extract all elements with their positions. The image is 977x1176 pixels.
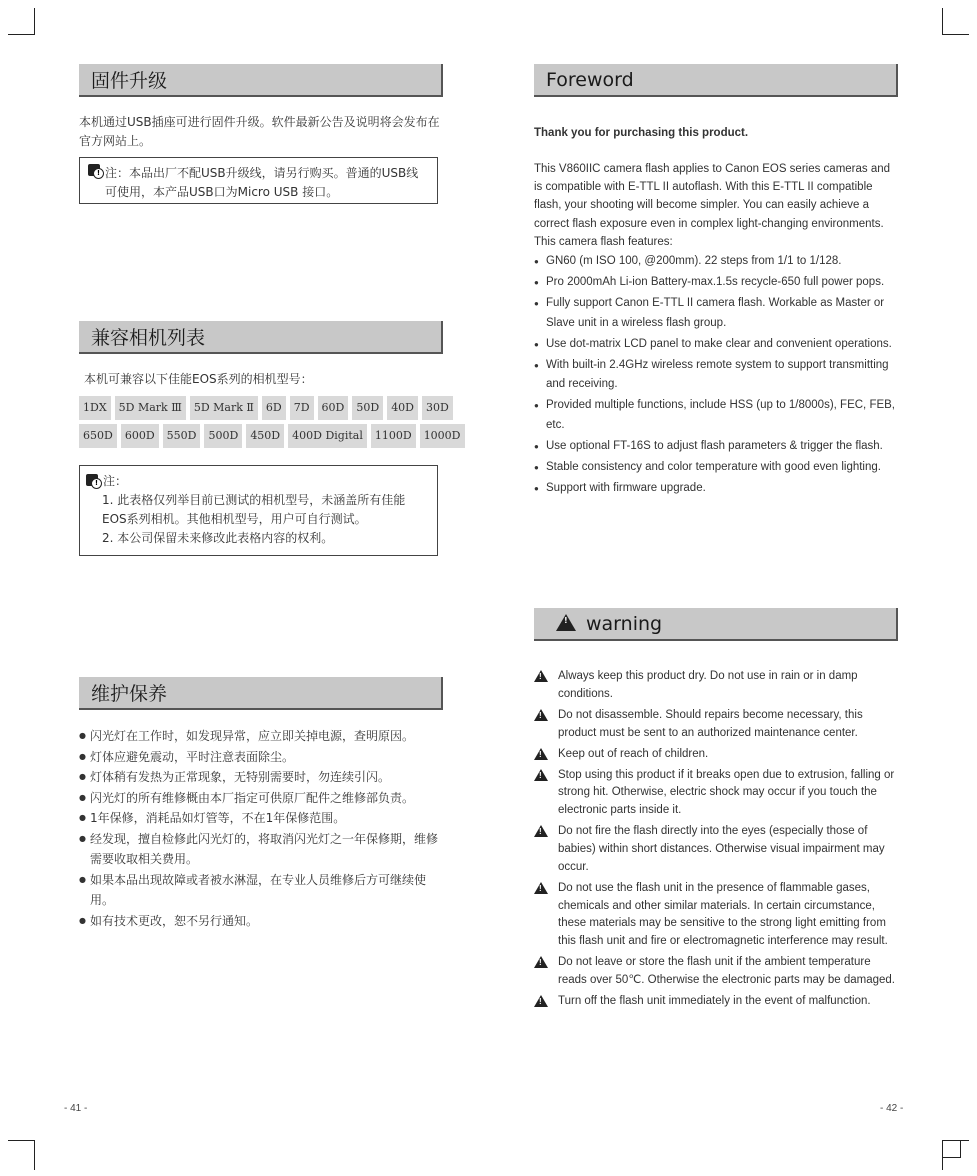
camera-model-cell: 7D <box>290 396 314 420</box>
maintenance-item <box>79 726 445 747</box>
warning-item <box>534 880 900 951</box>
foreword-intro: This V860IIC camera flash applies to Canon EOS series cameras and is compatible with E-TTL II autoflash. With this E-TTL II compatible flash, your shooting will become simpler. You can easily achieve a correct flash exposure even in complex light-changing environments. This camera flash features: <box>534 163 891 248</box>
maintenance-item-text: 灯体稍有发热为正常现象，无特别需要时，勿连续引闪。 <box>90 770 391 784</box>
maintenance-item <box>79 747 445 768</box>
compat-section-title: 兼容相机列表 <box>79 321 443 354</box>
camera-model-cell: 60D <box>318 396 349 420</box>
maintenance-item-text: 1年保修，消耗品如灯管等，不在1年保修范围。 <box>90 811 346 825</box>
warning-item-text: Keep out of reach of children. <box>558 747 709 760</box>
maintenance-item <box>79 808 445 829</box>
compat-note-label: 注： <box>103 474 128 488</box>
crop-mark <box>34 1140 35 1170</box>
maintenance-item <box>79 788 445 809</box>
firmware-body: 本机通过USB插座可进行固件升级。软件最新公告及说明将会发布在官方网站上。 <box>79 115 440 148</box>
feature-item-text: Fully support Canon E-TTL II camera flash. Workable as Master or Slave unit in a wireless flash group. <box>546 297 885 329</box>
maintenance-item <box>79 829 445 870</box>
warning-item <box>534 823 900 876</box>
crop-mark <box>942 1140 943 1170</box>
camera-model-cell: 1000D <box>420 424 465 448</box>
crop-mark <box>942 8 943 34</box>
feature-item <box>534 396 902 435</box>
compat-note <box>79 465 438 556</box>
feature-item-text: Pro 2000mAh Li-ion Battery-max.1.5s recycle-650 full power pops. <box>546 276 885 288</box>
crop-mark <box>960 1140 961 1158</box>
crop-mark <box>8 1140 35 1141</box>
camera-model-cell: 450D <box>246 424 284 448</box>
note-icon <box>88 164 100 176</box>
warning-icon <box>534 748 548 760</box>
warning-icon <box>534 825 548 837</box>
feature-item-text: Provided multiple functions, include HSS (up to 1/8000s), FEC, FEB, etc. <box>546 399 895 431</box>
maintenance-item <box>79 767 445 788</box>
warning-item <box>534 993 900 1011</box>
camera-model-cell: 400D Digital <box>288 424 367 448</box>
warning-icon <box>556 614 576 631</box>
camera-model-cell: 1DX <box>79 396 111 420</box>
warning-list <box>534 668 900 1014</box>
feature-item <box>534 294 902 333</box>
camera-model-cell: 50D <box>352 396 383 420</box>
warning-item <box>534 668 900 704</box>
warning-item-text: Do not disassemble. Should repairs become necessary, this product must be sent to an authorized maintenance center. <box>558 708 863 739</box>
feature-item-text: Use dot-matrix LCD panel to make clear and convenient operations. <box>546 337 892 350</box>
warning-icon <box>534 882 548 894</box>
firmware-note <box>79 157 438 204</box>
warning-icon <box>534 956 548 968</box>
feature-item-text: Support with firmware upgrade. <box>546 481 706 494</box>
feature-item-text: Use optional FT-16S to adjust flash parameters & trigger the flash. <box>546 439 883 452</box>
warning-item-text: Always keep this product dry. Do not use in rain or in damp conditions. <box>558 670 858 700</box>
warning-title-text: warning <box>586 612 663 635</box>
maintenance-section-title: 维护保养 <box>79 677 443 710</box>
compat-note-1: 1. 此表格仅列举目前已测试的相机型号，未涵盖所有佳能EOS系列相机。其他相机型号，用户可自行测试。 <box>102 493 406 526</box>
crop-mark <box>942 1157 960 1158</box>
warning-item <box>534 746 900 764</box>
maintenance-item-text: 闪光灯在工作时，如发现异常，应立即关掉电源，查明原因。 <box>90 729 415 743</box>
foreword-thanks: Thank you for purchasing this product. <box>534 127 749 139</box>
camera-model-cell: 650D <box>79 424 117 448</box>
crop-mark <box>942 34 969 35</box>
camera-model-cell: 6D <box>262 396 286 420</box>
firmware-section-title: 固件升级 <box>79 64 443 97</box>
feature-item <box>534 479 902 499</box>
camera-model-cell: 600D <box>121 424 159 448</box>
warning-section-title <box>534 608 898 641</box>
compat-note-2: 2. 本公司保留未来修改此表格内容的权利。 <box>102 531 334 545</box>
camera-model-cell: 5D Mark Ⅱ <box>190 396 258 420</box>
camera-model-cell: 40D <box>387 396 418 420</box>
maintenance-item-text: 灯体应避免震动，平时注意表面除尘。 <box>90 749 295 764</box>
warning-item-text: Turn off the flash unit immediately in the event of malfunction. <box>558 994 871 1007</box>
page-number-right: - 42 - <box>880 1103 904 1114</box>
maintenance-item-text: 经发现，擅自检修此闪光灯的，将取消闪光灯之一年保修期，维修需要收取相关费用。 <box>90 831 439 866</box>
feature-item <box>534 273 902 293</box>
note-icon <box>86 474 98 486</box>
camera-model-cell: 5D Mark Ⅲ <box>115 396 186 420</box>
feature-item-text: Stable consistency and color temperature with good even lighting. <box>546 460 881 473</box>
feature-item <box>534 252 902 272</box>
feature-item <box>534 356 902 395</box>
camera-model-cell: 500D <box>204 424 242 448</box>
camera-model-cell: 1100D <box>371 424 416 448</box>
warning-item <box>534 954 900 990</box>
crop-mark <box>8 34 35 35</box>
warning-item-text: Do not use the flash unit in the presence of flammable gases, chemicals and other similar materials. In certain circumstance, these materials may be sensitive to the strong light emitting from this flash unit and fire or electromagnetic interference may result. <box>558 881 888 948</box>
feature-item <box>534 458 902 478</box>
feature-item-text: With built-in 2.4GHz wireless remote system to support transmitting and receiving. <box>546 358 889 390</box>
maintenance-item-text: 闪光灯的所有维修概由本厂指定可供原厂配件之维修部负责。 <box>90 790 415 805</box>
crop-mark <box>34 8 35 34</box>
firmware-note-text: 注：本品出厂不配USB升级线，请另行购买。普通的USB线可使用，本产品USB口为Micro USB 接口。 <box>105 166 419 199</box>
warning-icon <box>534 670 548 682</box>
maintenance-item <box>79 911 445 932</box>
crop-mark <box>942 1140 969 1141</box>
camera-model-cell: 550D <box>163 424 201 448</box>
feature-item-text: GN60 (m ISO 100, @200mm). 22 steps from 1/1 to 1/128. <box>546 255 842 267</box>
warning-item-text: Do not fire the flash directly into the eyes (especially those of babies) within short distances. Otherwise visual impairment may occur. <box>558 825 885 873</box>
warning-icon <box>534 769 548 781</box>
warning-item-text: Stop using this product if it breaks open due to extrusion, falling or strong hit. Otherwise, electric shock may occur if you touch the electronic parts inside it. <box>558 768 895 817</box>
feature-item <box>534 437 902 457</box>
warning-icon <box>534 709 548 721</box>
warning-icon <box>534 995 548 1007</box>
warning-item <box>534 767 900 820</box>
maintenance-item <box>79 870 445 911</box>
warning-item <box>534 707 900 743</box>
camera-compat-table <box>79 396 461 452</box>
feature-item <box>534 335 902 355</box>
maintenance-item-text: 如有技术更改，恕不另行通知。 <box>90 913 259 928</box>
warning-item-text: Do not leave or store the flash unit if the ambient temperature reads over 50℃. Otherwise the electronic parts may be damaged. <box>558 956 895 986</box>
page-number-left: - 41 - <box>64 1103 88 1114</box>
maintenance-item-text: 如果本品出现故障或者被水淋湿，在专业人员维修后方可继续使用。 <box>90 872 427 907</box>
foreword-section-title: Foreword <box>534 64 898 97</box>
feature-list <box>534 252 902 500</box>
camera-model-cell: 30D <box>422 396 453 420</box>
compat-intro: 本机可兼容以下佳能EOS系列的相机型号： <box>84 372 313 386</box>
maintenance-list <box>79 726 445 931</box>
